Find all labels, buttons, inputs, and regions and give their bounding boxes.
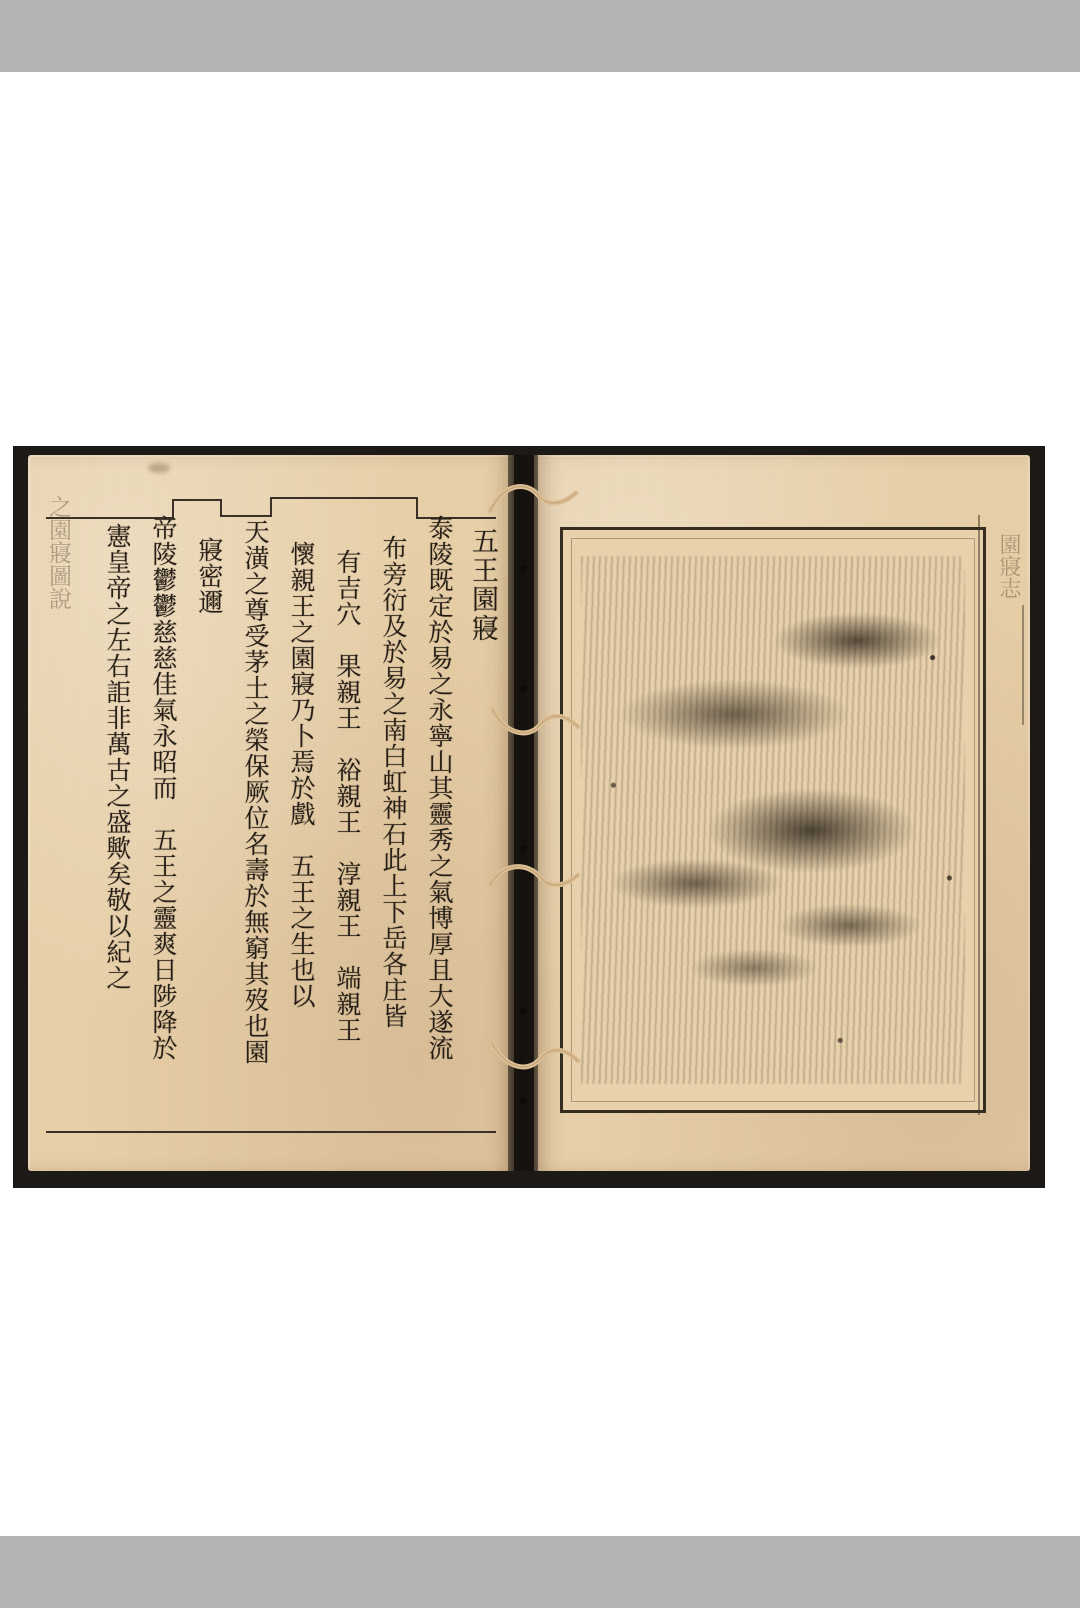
- binding-thread-4: [486, 1029, 582, 1077]
- header-rule-seg-2: [172, 499, 222, 501]
- bottom-letterbox-band: [0, 1536, 1080, 1608]
- right-page-edge-rule: [1022, 605, 1024, 725]
- plate-border: [560, 527, 986, 1113]
- text-column-4: 懷親王之園寢乃卜焉於戲 五王之生也以: [287, 541, 316, 1009]
- footer-rule: [46, 1131, 496, 1133]
- header-rule-seg-4: [270, 497, 418, 499]
- text-column-5: 天潢之尊受茅土之榮保厥位名壽於無窮其歿也園: [241, 519, 270, 1065]
- paper-stain: [148, 463, 170, 473]
- text-column-7: 帝陵鬱鬱慈慈佳氣永昭而 五王之靈爽日陟降於: [149, 515, 178, 1061]
- ink-specks: [563, 530, 983, 1110]
- stitch-hole-2: [520, 685, 527, 692]
- section-heading: 五王園寢: [467, 527, 498, 643]
- right-page-margin-rule: [978, 515, 980, 1115]
- right-page: [534, 455, 1030, 1171]
- binding-thread-3: [486, 857, 582, 905]
- text-column-3: 有吉穴 果親王 裕親王 淳親王 端親王: [333, 549, 362, 1043]
- binding-thread-1: [486, 477, 582, 525]
- stitch-hole-3: [520, 845, 527, 852]
- top-letterbox-band: [0, 0, 1080, 72]
- header-rule-step-3: [270, 497, 272, 517]
- right-page-edge-bleed-text: 園寢志: [996, 533, 1021, 599]
- image-canvas: [0, 72, 1080, 1536]
- stitch-hole-1: [520, 565, 527, 572]
- text-column-6: 寢密邇: [195, 537, 224, 615]
- stitch-hole-4: [520, 1007, 527, 1014]
- binding-thread-2: [486, 697, 582, 745]
- left-page-edge-bleed-text: 之園寢圖說: [45, 495, 71, 610]
- text-column-8: 憲皇帝之左右詎非萬古之盛歟矣敬以紀之: [103, 523, 132, 991]
- stitch-hole-5: [520, 1097, 527, 1104]
- left-page-text-block: [46, 491, 496, 1141]
- header-rule-seg-3: [220, 515, 272, 517]
- book-photograph: [14, 447, 1044, 1187]
- text-column-2: 布旁衍及於易之南白虹神石此上下岳各庄皆: [379, 535, 408, 1029]
- text-column-1: 泰陵既定於易之永寧山其靈秀之氣博厚且大遂流: [425, 515, 454, 1061]
- left-page: [28, 455, 514, 1171]
